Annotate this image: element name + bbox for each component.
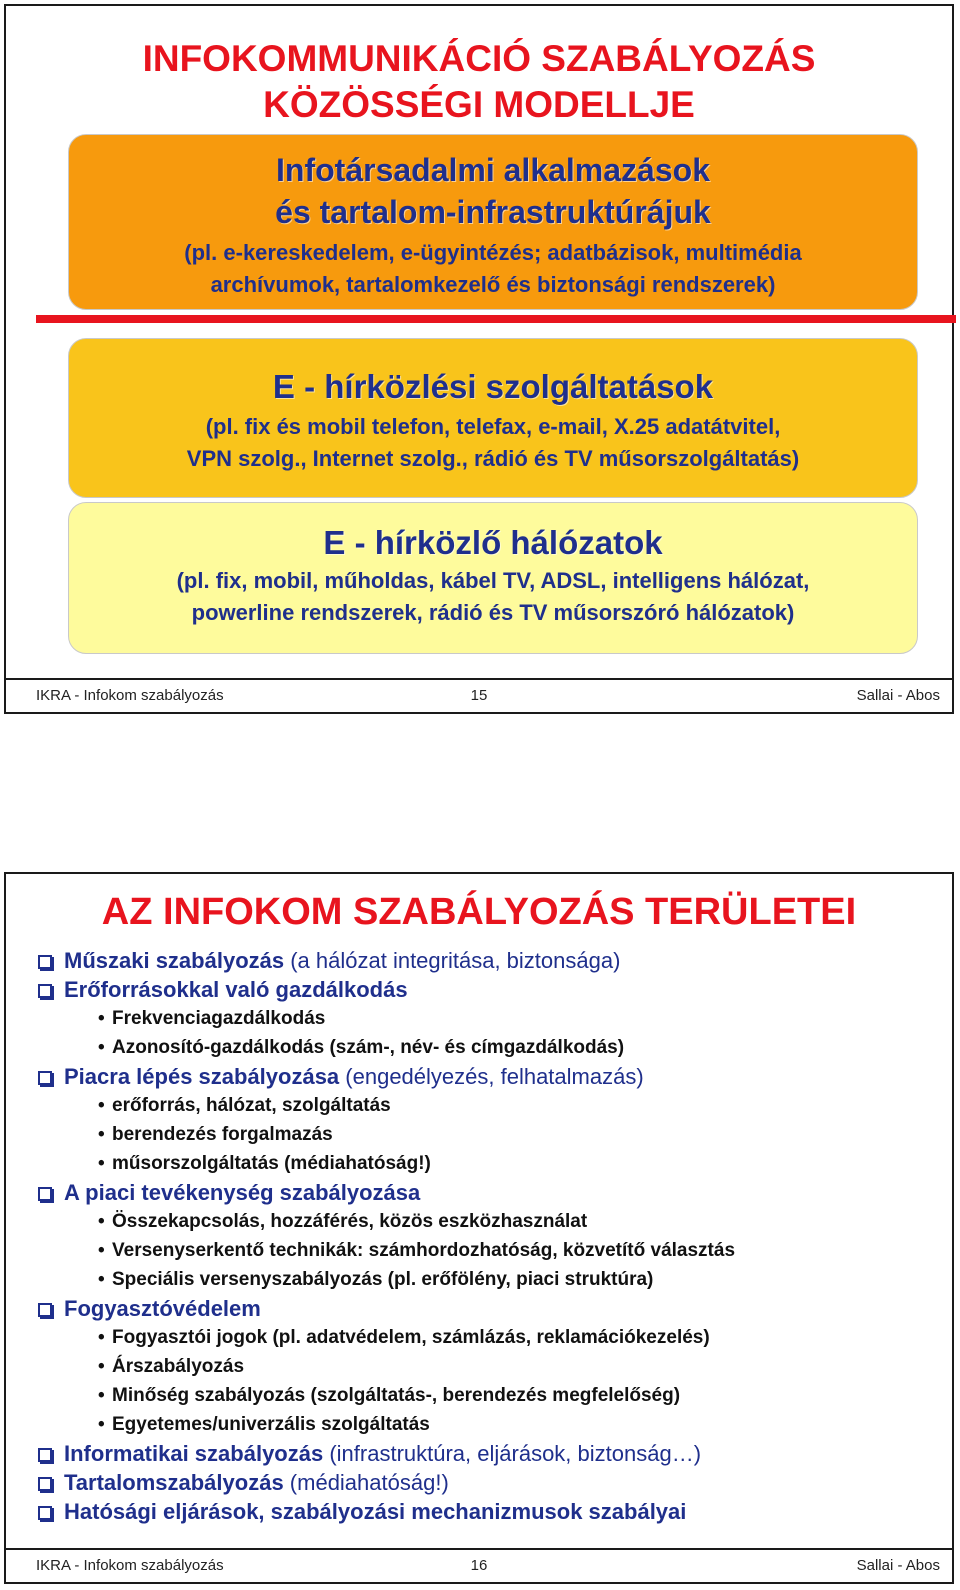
list-item: [38, 1439, 932, 1468]
services-layer-examples: [69, 411, 917, 475]
sub-item-text: erőforrás, hálózat, szolgáltatás: [112, 1095, 391, 1116]
item-note: (a hálózat integritása, biztonsága): [284, 948, 621, 973]
bullet-icon: •: [98, 1095, 105, 1116]
sub-list-item: [38, 1033, 932, 1062]
sub-list-item: [38, 1207, 932, 1236]
sub-item-text: Frekvenciagazdálkodás: [112, 1008, 326, 1029]
bullet-icon: •: [98, 1037, 105, 1058]
item-title: A piaci tevékenység szabályozása: [64, 1180, 421, 1205]
examples-line-1: (pl. fix és mobil telefon, telefax, e-mail, X.25 adatátvitel,: [205, 414, 781, 439]
checkbox-bullet-icon: [38, 984, 52, 998]
sub-item-text: Speciális versenyszabályozás (pl. erőfölény, piaci struktúra): [112, 1269, 654, 1290]
sub-item-text: Versenyserkentő technikák: számhordozhatóság, közvetítő választás: [112, 1240, 736, 1261]
item-note: (médiahatóság!): [283, 1470, 449, 1495]
item-title: Fogyasztóvédelem: [64, 1296, 261, 1321]
services-layer-box: [68, 338, 918, 498]
list-item: [38, 1468, 932, 1497]
sub-list-item: [38, 1004, 932, 1033]
heading-line-2: és tartalom-infrastruktúrájuk: [275, 194, 711, 230]
bullet-icon: •: [98, 1327, 105, 1348]
services-layer-heading: E - hírközlési szolgáltatások: [272, 368, 714, 405]
bullet-icon: •: [98, 1385, 105, 1406]
slide-footer: [6, 678, 952, 712]
footer-page-number: 16: [470, 1557, 488, 1574]
networks-layer-heading: E - hírközlő hálózatok: [323, 524, 663, 561]
bullet-icon: •: [98, 1153, 105, 1174]
slide-title: AZ INFOKOM SZABÁLYOZÁS TERÜLETEI: [101, 891, 857, 933]
item-title: Piacra lépés szabályozása: [64, 1064, 340, 1089]
sub-item-text: Összekapcsolás, hozzáférés, közös eszközhasználat: [112, 1211, 588, 1232]
item-note: (infrastruktúra, eljárások, biztonság…): [323, 1441, 702, 1466]
list-item: [38, 946, 932, 975]
sub-list-item: [38, 1120, 932, 1149]
item-title: Műszaki szabályozás: [64, 948, 285, 973]
sub-item-text: Egyetemes/univerzális szolgáltatás: [112, 1414, 430, 1435]
bullet-icon: •: [98, 1211, 105, 1232]
sub-list-item: [38, 1265, 932, 1294]
applications-layer-examples: [69, 237, 917, 301]
item-title: Tartalomszabályozás: [64, 1470, 284, 1495]
examples-line-1: (pl. fix, mobil, műholdas, kábel TV, ADSL, intelligens hálózat,: [176, 568, 810, 593]
bullet-icon: •: [98, 1269, 105, 1290]
examples-line-2: archívumok, tartalomkezelő és biztonsági rendszerek): [210, 272, 776, 297]
checkbox-bullet-icon: [38, 1477, 52, 1491]
checkbox-bullet-icon: [38, 1303, 52, 1317]
list-item: [38, 1062, 932, 1091]
list-item: [38, 1497, 932, 1526]
examples-line-2: powerline rendszerek, rádió és TV műsorszóró hálózatok): [191, 600, 795, 625]
sub-list-item: [38, 1381, 932, 1410]
layer-divider-line: [36, 315, 956, 323]
bullet-icon: •: [98, 1008, 105, 1029]
sub-item-text: Minőség szabályozás (szolgáltatás-, berendezés megfelelőség): [112, 1385, 681, 1406]
item-note: (engedélyezés, felhatalmazás): [339, 1064, 644, 1089]
networks-layer-box: [68, 502, 918, 654]
heading-line-1: Infotársadalmi alkalmazások: [276, 152, 710, 188]
item-title: Hatósági eljárások, szabályozási mechanizmusok szabályai: [64, 1499, 687, 1524]
checkbox-bullet-icon: [38, 1448, 52, 1462]
sub-item-text: Fogyasztói jogok (pl. adatvédelem, számlázás, reklamációkezelés): [112, 1327, 710, 1348]
title-line-1: INFOKOMMUNIKÁCIÓ SZABÁLYOZÁS: [142, 38, 816, 79]
sub-item-text: Azonosító-gazdálkodás (szám-, név- és címgazdálkodás): [112, 1037, 625, 1058]
footer-course: IKRA - Infokom szabályozás: [36, 687, 224, 704]
list-item: [38, 1294, 932, 1323]
footer-authors: Sallai - Abos: [856, 687, 940, 704]
footer-authors: Sallai - Abos: [856, 1557, 940, 1574]
sub-list-item: [38, 1236, 932, 1265]
item-title: Informatikai szabályozás: [64, 1441, 324, 1466]
bullet-icon: •: [98, 1414, 105, 1435]
item-title: Erőforrásokkal való gazdálkodás: [64, 977, 408, 1002]
sub-list-item: [38, 1323, 932, 1352]
list-item: [38, 1178, 932, 1207]
title-line-2: KÖZÖSSÉGI MODELLJE: [263, 84, 695, 125]
slide-15: [4, 4, 954, 714]
bullet-icon: •: [98, 1356, 105, 1377]
list-item: [38, 975, 932, 1004]
footer-course: IKRA - Infokom szabályozás: [36, 1557, 224, 1574]
footer-page-number: 15: [470, 687, 488, 704]
bullet-icon: •: [98, 1240, 105, 1261]
examples-line-1: (pl. e-kereskedelem, e-ügyintézés; adatbázisok, multimédia: [184, 240, 802, 265]
regulation-areas-list: [38, 946, 932, 1526]
sub-item-text: műsorszolgáltatás (médiahatóság!): [112, 1153, 431, 1174]
networks-layer-examples: [69, 565, 917, 629]
slide-16: [4, 872, 954, 1584]
sub-list-item: [38, 1149, 932, 1178]
sub-item-text: Árszabályozás: [112, 1356, 245, 1377]
slide-title: [6, 36, 952, 128]
bullet-icon: •: [98, 1124, 105, 1145]
checkbox-bullet-icon: [38, 955, 52, 969]
slide-footer: [6, 1548, 952, 1582]
sub-list-item: [38, 1352, 932, 1381]
examples-line-2: VPN szolg., Internet szolg., rádió és TV műsorszolgáltatás): [186, 446, 800, 471]
checkbox-bullet-icon: [38, 1071, 52, 1085]
sub-item-text: berendezés forgalmazás: [112, 1124, 333, 1145]
applications-layer-heading: [69, 149, 917, 233]
checkbox-bullet-icon: [38, 1187, 52, 1201]
sub-list-item: [38, 1091, 932, 1120]
applications-layer-box: [68, 134, 918, 310]
checkbox-bullet-icon: [38, 1506, 52, 1520]
sub-list-item: [38, 1410, 932, 1439]
